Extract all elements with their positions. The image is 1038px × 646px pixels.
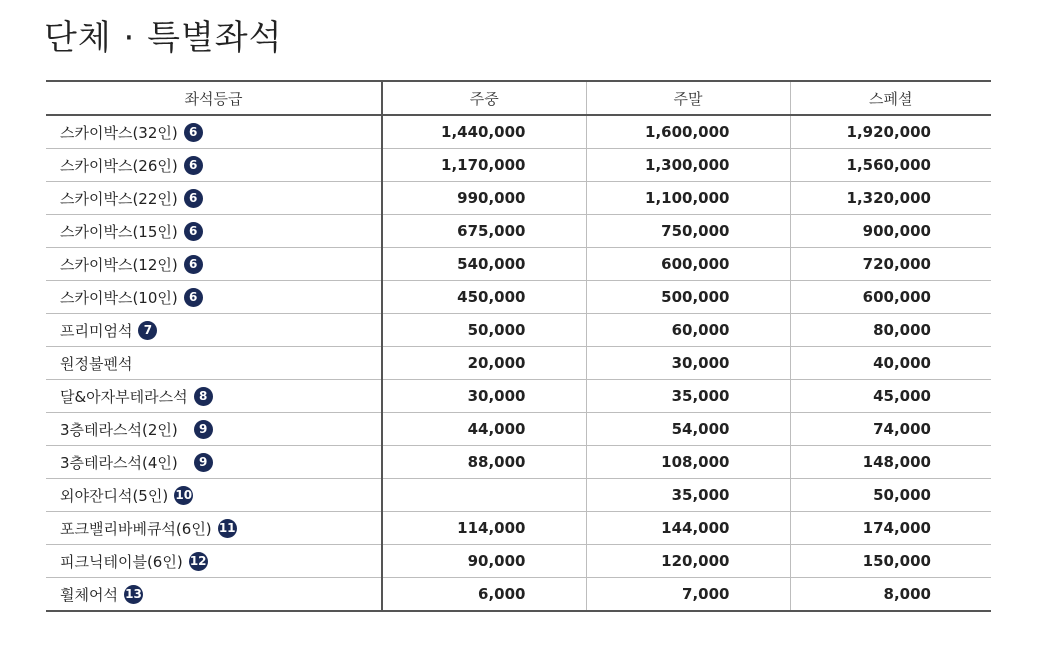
seat-grade-label: 스카이박스(26인) [60, 156, 178, 175]
table-body [46, 115, 991, 611]
seat-grade-label: 프리미엄석 [60, 321, 133, 340]
seat-grade-cell [46, 545, 382, 578]
weekend-price-cell: 35,000 [586, 479, 790, 512]
table-row [46, 149, 991, 182]
header-weekend: 주말 [586, 81, 790, 115]
table-row [46, 115, 991, 149]
zone-number-badge: 6 [184, 255, 203, 274]
weekend-price-cell: 1,600,000 [586, 115, 790, 149]
zone-number-badge: 12 [189, 552, 208, 571]
zone-number-badge: 11 [218, 519, 237, 538]
seat-grade-cell [46, 215, 382, 248]
seat-grade-label: 피크닉테이블(6인) [60, 552, 183, 571]
weekday-price-cell: 540,000 [382, 248, 586, 281]
table-row [46, 545, 991, 578]
weekend-price-cell: 30,000 [586, 347, 790, 380]
weekend-price-cell: 1,300,000 [586, 149, 790, 182]
zone-number-badge: 8 [194, 387, 213, 406]
seat-grade-label: 원정불펜석 [60, 354, 133, 373]
weekday-price-cell: 675,000 [382, 215, 586, 248]
seat-grade-label: 외야잔디석(5인) [60, 486, 169, 505]
seat-grade-label: 달&아자부테라스석 [60, 387, 188, 406]
seat-grade-label: 스카이박스(22인) [60, 189, 178, 208]
table-row [46, 248, 991, 281]
table-row [46, 479, 991, 512]
weekend-price-cell: 7,000 [586, 578, 790, 612]
seat-price-table [46, 80, 991, 612]
seat-grade-cell [46, 115, 382, 149]
seat-grade-label: 스카이박스(32인) [60, 123, 178, 142]
table-row [46, 446, 991, 479]
seat-grade-cell [46, 512, 382, 545]
special-price-cell: 45,000 [790, 380, 991, 413]
weekday-price-cell: 990,000 [382, 182, 586, 215]
table-row [46, 215, 991, 248]
special-price-cell: 1,560,000 [790, 149, 991, 182]
zone-number-badge: 6 [184, 222, 203, 241]
table-row [46, 512, 991, 545]
weekday-price-cell: 44,000 [382, 413, 586, 446]
weekend-price-cell: 500,000 [586, 281, 790, 314]
seat-grade-cell [46, 479, 382, 512]
seat-grade-cell [46, 380, 382, 413]
table-row [46, 578, 991, 612]
weekend-price-cell: 1,100,000 [586, 182, 790, 215]
seat-grade-cell [46, 182, 382, 215]
seat-grade-cell [46, 248, 382, 281]
zone-number-badge: 6 [184, 189, 203, 208]
zone-number-badge: 6 [184, 123, 203, 142]
zone-number-badge: 9 [194, 420, 213, 439]
weekend-price-cell: 108,000 [586, 446, 790, 479]
weekend-price-cell: 120,000 [586, 545, 790, 578]
zone-number-badge: 13 [124, 585, 143, 604]
special-price-cell: 150,000 [790, 545, 991, 578]
weekend-price-cell: 750,000 [586, 215, 790, 248]
special-price-cell: 720,000 [790, 248, 991, 281]
seat-grade-label: 휠체어석 [60, 585, 118, 604]
weekday-price-cell: 88,000 [382, 446, 586, 479]
zone-number-badge: 6 [184, 156, 203, 175]
special-price-cell: 1,920,000 [790, 115, 991, 149]
weekend-price-cell: 60,000 [586, 314, 790, 347]
special-price-cell: 50,000 [790, 479, 991, 512]
weekend-price-cell: 54,000 [586, 413, 790, 446]
special-price-cell: 74,000 [790, 413, 991, 446]
weekday-price-cell: 114,000 [382, 512, 586, 545]
seat-grade-cell [46, 578, 382, 612]
special-price-cell: 174,000 [790, 512, 991, 545]
weekday-price-cell: 90,000 [382, 545, 586, 578]
seat-grade-cell [46, 413, 382, 446]
table-row [46, 314, 991, 347]
page-title: 단체 · 특별좌석 [44, 18, 283, 58]
header-weekday: 주중 [382, 81, 586, 115]
weekday-price-cell: 20,000 [382, 347, 586, 380]
seat-grade-cell [46, 281, 382, 314]
special-price-cell: 148,000 [790, 446, 991, 479]
table-row [46, 182, 991, 215]
seat-grade-label: 스카이박스(15인) [60, 222, 178, 241]
seat-grade-label: 포크밸리바베큐석(6인) [60, 519, 212, 538]
zone-number-badge: 6 [184, 288, 203, 307]
zone-number-badge: 7 [138, 321, 157, 340]
special-price-cell: 80,000 [790, 314, 991, 347]
weekday-price-cell: 450,000 [382, 281, 586, 314]
header-special: 스페셜 [790, 81, 991, 115]
weekday-price-cell: 1,440,000 [382, 115, 586, 149]
zone-number-badge: 9 [194, 453, 213, 472]
seat-grade-label: 스카이박스(10인) [60, 288, 178, 307]
table-row [46, 413, 991, 446]
weekday-price-cell: 50,000 [382, 314, 586, 347]
seat-grade-cell [46, 314, 382, 347]
zone-number-badge: 10 [174, 486, 193, 505]
seat-grade-cell [46, 347, 382, 380]
table-row [46, 281, 991, 314]
special-price-cell: 40,000 [790, 347, 991, 380]
header-seat-grade: 좌석등급 [46, 81, 382, 115]
weekday-price-cell [382, 479, 586, 512]
weekday-price-cell: 30,000 [382, 380, 586, 413]
special-price-cell: 900,000 [790, 215, 991, 248]
weekday-price-cell: 1,170,000 [382, 149, 586, 182]
table-row [46, 380, 991, 413]
seat-grade-cell [46, 446, 382, 479]
weekend-price-cell: 600,000 [586, 248, 790, 281]
weekend-price-cell: 144,000 [586, 512, 790, 545]
weekend-price-cell: 35,000 [586, 380, 790, 413]
special-price-cell: 8,000 [790, 578, 991, 612]
seat-grade-label: 3층테라스석(4인) [60, 453, 178, 472]
special-price-cell: 1,320,000 [790, 182, 991, 215]
table-header-row [46, 81, 991, 115]
special-price-cell: 600,000 [790, 281, 991, 314]
weekday-price-cell: 6,000 [382, 578, 586, 612]
table-row [46, 347, 991, 380]
seat-grade-cell [46, 149, 382, 182]
seat-grade-label: 스카이박스(12인) [60, 255, 178, 274]
seat-grade-label: 3층테라스석(2인) [60, 420, 178, 439]
